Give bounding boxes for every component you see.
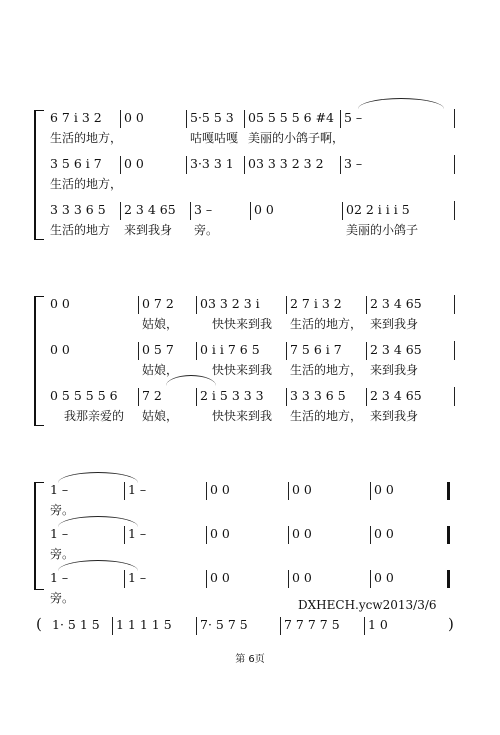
lyric	[46, 315, 138, 333]
measure: 1 0	[364, 617, 420, 637]
measure: 2 3 4 65	[366, 388, 454, 406]
measure: 3 3 3 6 5	[50, 202, 106, 217]
lyrics-line	[46, 315, 454, 333]
lyric: 生活的地方，	[290, 363, 363, 377]
measure: 03 3 3 2 3 2	[244, 156, 340, 174]
staff-row	[46, 342, 454, 382]
lyric: 旁。	[50, 591, 75, 605]
lyric: 来到我身	[370, 317, 419, 331]
barline	[454, 109, 455, 128]
staff-row	[46, 388, 454, 428]
lyric: 旁。	[194, 223, 219, 237]
lyrics-line	[46, 501, 446, 519]
measure: 1 1 1 1 5	[112, 617, 196, 637]
system-brace	[34, 296, 44, 426]
measure: 7 5 6 i 7	[286, 342, 366, 360]
barline	[454, 295, 455, 314]
lyrics-line	[46, 407, 454, 425]
measure: 0 5 5 5 5 6	[50, 388, 118, 403]
measure: 0 0	[250, 202, 342, 220]
open-paren: (	[36, 615, 42, 633]
staff-row	[46, 482, 446, 522]
measure: 0 0	[206, 570, 288, 588]
lyric: 美丽的小鸽子	[346, 223, 419, 237]
lyric: 生活的地方，	[290, 317, 363, 331]
measure: 0 0	[370, 570, 440, 588]
lyric: 生活的地方，	[50, 131, 123, 145]
close-paren: )	[448, 615, 454, 633]
measure: 5 –	[340, 110, 454, 128]
measure: 1 –	[50, 482, 69, 497]
staff-row	[46, 526, 446, 566]
lyric: 姑娘，	[142, 409, 179, 423]
lyric: 生活的地方	[50, 223, 111, 237]
watermark-text: DXHECH.ycw2013/3/6	[298, 598, 437, 612]
staff-row	[46, 202, 454, 242]
barline	[454, 155, 455, 174]
measure: 1 –	[124, 570, 206, 588]
lyric: 快快来到我	[212, 409, 273, 423]
lyrics-line	[46, 129, 454, 147]
measure: 05 5 5 5 6 #4	[244, 110, 340, 128]
measure: 3 –	[190, 202, 250, 220]
measure: 1 –	[124, 482, 206, 500]
final-barline	[447, 570, 450, 588]
measure: 0 0	[206, 526, 288, 544]
lyrics-line	[46, 545, 446, 563]
measure: 3·3 3 1	[186, 156, 244, 174]
measure: 2 3 4 65	[366, 342, 454, 360]
measure: 0 0	[120, 156, 186, 174]
measure: 7 2	[138, 388, 196, 406]
lyrics-line	[46, 175, 454, 193]
accompaniment-line	[40, 617, 454, 637]
measure: 7· 5 7 5	[196, 617, 280, 637]
lyric: 我那亲爱的	[64, 409, 125, 423]
measure: 0 7 2	[138, 296, 196, 314]
notes-line	[46, 342, 454, 360]
notes-line	[46, 482, 446, 500]
lyric: 美丽的小鸽子啊，	[248, 131, 345, 145]
measure: 0 0	[370, 526, 440, 544]
measure: 0 i i 7 6 5	[196, 342, 286, 360]
measure: 2 3 4 65	[120, 202, 190, 220]
lyric: 生活的地方，	[290, 409, 363, 423]
lyric: 来到我身	[124, 223, 173, 237]
measure: 2 7 i 3 2	[286, 296, 366, 314]
lyric: 来到我身	[370, 363, 419, 377]
lyrics-line	[46, 361, 454, 379]
lyric: 生活的地方，	[50, 177, 123, 191]
measure: 3 5 6 i 7	[50, 156, 102, 171]
measure: 0 0	[288, 482, 370, 500]
notes-line	[46, 388, 454, 406]
measure: 0 0	[370, 482, 440, 500]
lyric: 咕嘎咕嘎	[190, 131, 239, 145]
measure: 0 0	[120, 110, 186, 128]
system-brace	[34, 110, 44, 240]
measure: 3 –	[340, 156, 454, 174]
staff-row	[46, 296, 454, 336]
page-number: 第 6页	[235, 654, 265, 665]
measure: 0 5 7	[138, 342, 196, 360]
notes-line	[46, 526, 446, 544]
lyric: 姑娘，	[142, 317, 179, 331]
system-1	[0, 110, 500, 250]
measure: 03 3 2 3 i	[196, 296, 286, 314]
notes-line	[46, 156, 454, 174]
measure: 2 3 4 65	[366, 296, 454, 314]
measure: 7 7 7 7 5	[280, 617, 364, 637]
measure: 0 0	[288, 570, 370, 588]
measure: 1 –	[124, 526, 206, 544]
staff-row	[46, 110, 454, 150]
lyric: 来到我身	[370, 409, 419, 423]
lyric: 快快来到我	[212, 317, 273, 331]
slur	[358, 98, 444, 109]
measure: 0 0	[50, 296, 70, 311]
lyric	[46, 361, 138, 379]
system-brace	[34, 482, 44, 590]
measure: 5·5 5 3	[186, 110, 244, 128]
measure: 02 2 i i i 5	[342, 202, 454, 220]
barline	[454, 341, 455, 360]
lyrics-line	[46, 221, 454, 239]
barline	[454, 387, 455, 406]
lyric: 快快来到我	[212, 363, 273, 377]
staff-row	[46, 156, 454, 196]
notes-line	[46, 202, 454, 220]
measure: 3 3 3 6 5	[286, 388, 366, 406]
notes-line	[46, 110, 454, 128]
final-barline	[447, 482, 450, 500]
lyric: 旁。	[50, 503, 75, 517]
final-barline	[447, 526, 450, 544]
barline	[454, 201, 455, 220]
measure: 0 0	[50, 342, 70, 357]
measure: 2 i 5 3 3 3	[196, 388, 286, 406]
lyric: 姑娘，	[142, 363, 179, 377]
notes-line	[46, 296, 454, 314]
measure: 0 0	[288, 526, 370, 544]
measure: 0 0	[206, 482, 288, 500]
measure: 1 –	[50, 526, 69, 541]
measure: 6 7 i 3 2	[50, 110, 102, 125]
measure: 1· 5 1 5	[52, 617, 100, 632]
system-2	[0, 296, 500, 436]
lyric: 旁。	[50, 547, 75, 561]
measure: 1 –	[50, 570, 69, 585]
notes-line	[46, 570, 446, 588]
